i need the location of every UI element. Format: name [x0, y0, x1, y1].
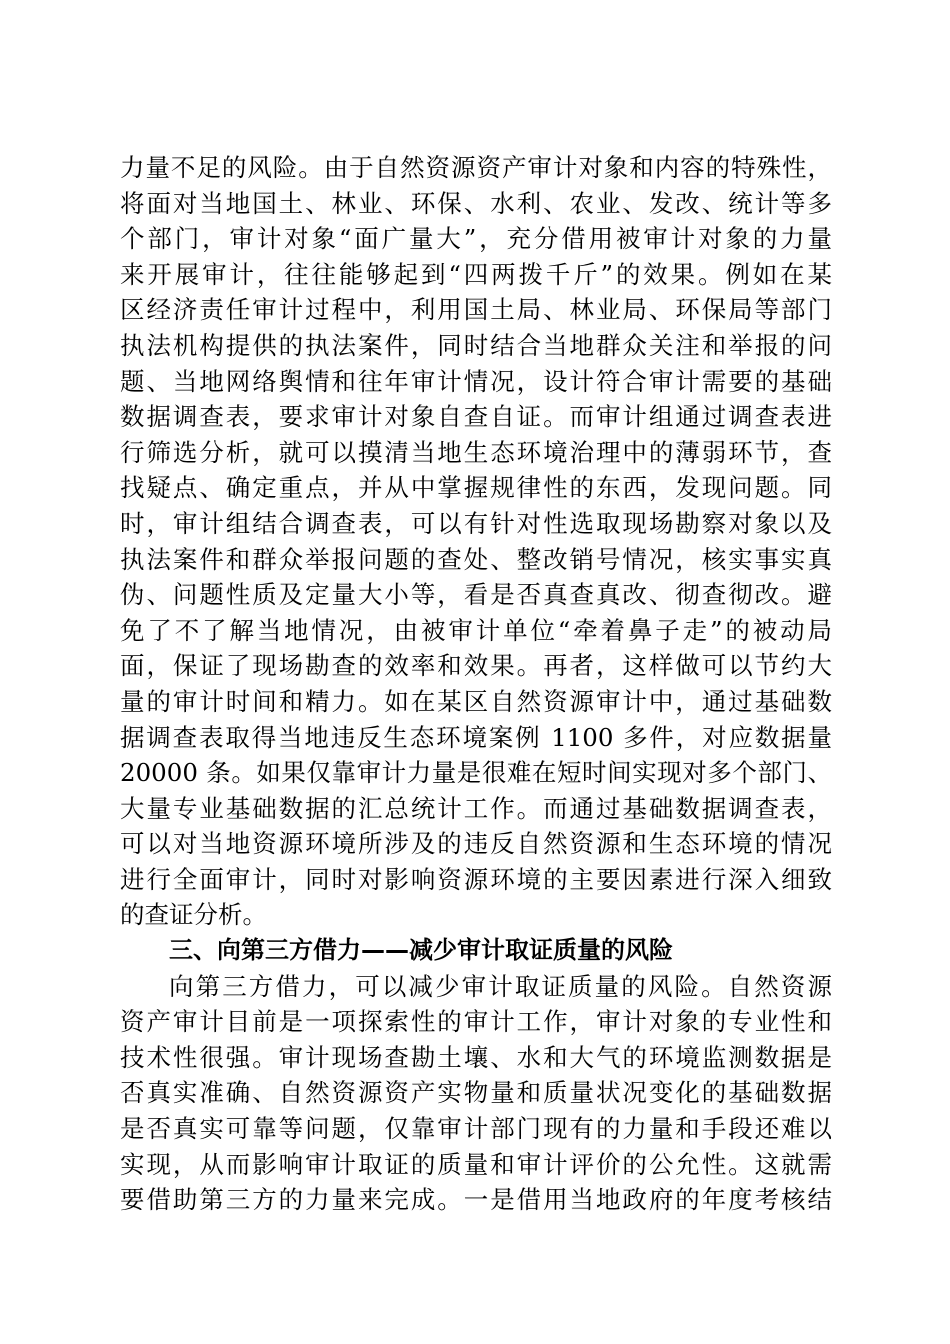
- section-heading: 三、向第三方借力——减少审计取证质量的风险: [169, 936, 673, 965]
- text-line: 可以对当地资源环境所涉及的违反自然资源和生态环境的情况: [120, 829, 832, 859]
- text-line: 个部门，审计对象“面广量大”，充分借用被审计对象的力量: [120, 224, 832, 254]
- text-line: 行筛选分析，就可以摸清当地生态环境治理中的薄弱环节，查: [120, 437, 832, 467]
- text-line: 数据调查表，要求审计对象自查自证。而审计组通过调查表进: [120, 402, 832, 432]
- text-line: 向第三方借力，可以减少审计取证质量的风险。自然资源: [169, 971, 832, 1001]
- text-line: 找疑点、确定重点，并从中掌握规律性的东西，发现问题。同: [120, 473, 832, 503]
- text-line: 资产审计目前是一项探索性的审计工作，审计对象的专业性和: [120, 1007, 832, 1037]
- text-line: 实现，从而影响审计取证的质量和审计评价的公允性。这就需: [120, 1149, 832, 1179]
- text-line: 免了不了解当地情况，由被审计单位“牵着鼻子走”的被动局: [120, 615, 832, 645]
- paragraph-continued: [120, 150, 832, 933]
- text-line: 否真实准确、自然资源资产实物量和质量状况变化的基础数据: [120, 1078, 832, 1108]
- text-line: 面，保证了现场勘查的效率和效果。再者，这样做可以节约大: [120, 651, 832, 681]
- text-line: 量的审计时间和精力。如在某区自然资源审计中，通过基础数: [120, 686, 832, 716]
- text-line: 区经济责任审计过程中，利用国土局、林业局、环保局等部门: [120, 295, 832, 325]
- text-line: 大量专业基础数据的汇总统计工作。而通过基础数据调查表，: [120, 793, 832, 823]
- paragraph-section-three: [120, 969, 832, 1218]
- text-line: 据调查表取得当地违反生态环境案例 1100 多件，对应数据量: [120, 722, 832, 752]
- text-line: 技术性很强。审计现场查勘土壤、水和大气的环境监测数据是: [120, 1042, 832, 1072]
- text-line: 伪、问题性质及定量大小等，看是否真查真改、彻查彻改。避: [120, 580, 832, 610]
- text-line: 是否真实可靠等问题，仅靠审计部门现有的力量和手段还难以: [120, 1114, 832, 1144]
- text-line: 进行全面审计，同时对影响资源环境的主要因素进行深入细致: [120, 864, 832, 894]
- text-line: 来开展审计，往往能够起到“四两拨千斤”的效果。例如在某: [120, 259, 832, 289]
- text-line: 要借助第三方的力量来完成。一是借用当地政府的年度考核结: [120, 1185, 832, 1215]
- text-line: 20000 条。如果仅靠审计力量是很难在短时间实现对多个部门、: [120, 758, 832, 788]
- text-line: 将面对当地国土、林业、环保、水利、农业、发改、统计等多: [120, 188, 832, 218]
- text-line: 的查证分析。: [120, 900, 267, 930]
- text-line: 力量不足的风险。由于自然资源资产审计对象和内容的特殊性，: [120, 153, 832, 182]
- document-body: [120, 150, 832, 1218]
- text-line: 题、当地网络舆情和往年审计情况，设计符合审计需要的基础: [120, 366, 832, 396]
- text-line: 执法案件和群众举报问题的查处、整改销号情况，核实事实真: [120, 544, 832, 574]
- text-line: 时，审计组结合调查表，可以有针对性选取现场勘察对象以及: [120, 508, 832, 538]
- text-line: 执法机构提供的执法案件，同时结合当地群众关注和举报的问: [120, 330, 832, 360]
